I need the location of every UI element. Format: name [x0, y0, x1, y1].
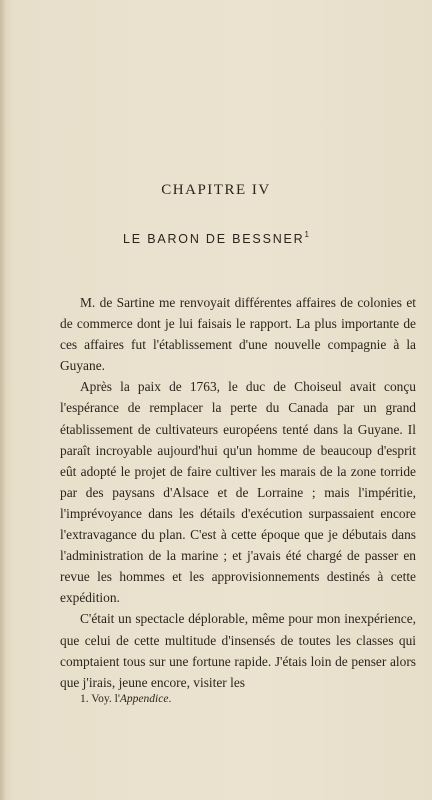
paragraph-2: Après la paix de 1763, le duc de Choiseul avait conçu l'espérance de remplacer la perte du Canada par un grand établissement de cultivateurs européens tenté dans la Guyane. Il paraît incroyable aujourd'hui qu'un homme de beaucoup d'esprit eût adopté le projet de faire cultiver les marais de la zone torride par des paysans d'Alsace et de Lorraine ; mais l'impéritie, l'imprévoyance dans les détails d'exécution surpassaient encore l'extravagance du plan. C'est à cette époque que je débutais dans l'administration de la marine ; et j'avais été chargé de passer en revue les hommes et les approvisionnements destinés à cette expédition.	[60, 379, 416, 606]
paragraph-1: M. de Sartine me renvoyait différentes affaires de colonies et de commerce dont je lui faisais le rapport. La plus importante de ces affaires fut l'établissement d'une nouvelle compagnie à la Guyane.	[60, 295, 416, 374]
page-gutter-shadow	[0, 0, 6, 800]
section-title	[0, 232, 432, 246]
footnote-reference: Appendice	[119, 693, 169, 705]
section-title-text: LE BARON DE BESSNER	[123, 232, 305, 246]
footnote-number: 1.	[80, 693, 89, 705]
footnote-suffix: .	[168, 693, 172, 705]
chapter-heading: CHAPITRE IV	[161, 182, 271, 198]
footnote-marker: 1	[304, 230, 309, 239]
paragraph-3: C'était un spectacle déplorable, même pour mon inexpérience, que celui de cette multitude d'insensés de toutes les classes qui comptaient tous sur une fortune rapide. J'étais loin de penser alors que j'irais, jeune encore, visiter les	[60, 611, 416, 690]
footnote-prefix: Voy. l'	[91, 693, 120, 705]
body-text	[60, 292, 416, 693]
footnote	[80, 693, 400, 705]
